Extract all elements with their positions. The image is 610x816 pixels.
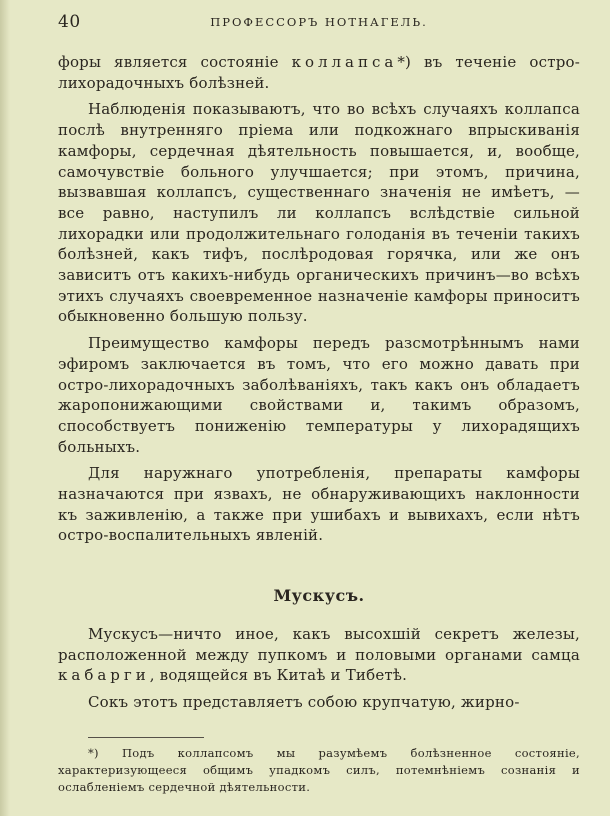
paragraph-2: Наблюденiя показываютъ, что во всѣхъ случаяхъ коллапса послѣ внутренняго прiема или подкожнаго впрыскиванiя камфоры, сердечная дѣятельность повышается, и, вообще, самочувствiе больного улучшается; при этомъ, причина, вызвавшая коллапсъ, существеннаго значенiя не имѣетъ, — все равно, наступилъ ли коллапсъ вслѣдствiе сильной лихорадки или продолжительнаго голоданiя въ теченiи такихъ болѣзней, какъ тифъ, послѣродовая горячка, или же онъ зависитъ отъ какихъ-нибудь органическихъ причинъ—во всѣхъ этихъ случаяхъ своевременное назначенiе камфоры приноситъ обыкновенно большую пользу. <box>58 100 580 326</box>
paragraph-1-after: *) въ теченiе остро-лихорадочныхъ болѣзней. <box>58 53 580 92</box>
section-paragraph-1 <box>58 624 580 686</box>
paragraph-1 <box>58 52 580 93</box>
main-text <box>58 52 580 713</box>
section-paragraph-1-spaced-term: кабарги <box>58 666 150 685</box>
paragraph-1-spaced-term: коллапса <box>291 53 398 71</box>
section-paragraph-2: Сокъ этотъ представляетъ собою крупчатую, жирно- <box>88 692 520 711</box>
paragraph-1-before: форы является состоянiе <box>58 53 292 71</box>
paragraph-3: Преимущество камфоры передъ разсмотрѣннымъ нами эфиромъ заключается въ томъ, что его можно давать при остро-лихорадочныхъ заболѣванiяхъ, такъ какъ онъ обладаетъ жаропонижающими свойствами и, такимъ образомъ, способствуетъ пониженiю температуры у лихорадящихъ больныхъ. <box>58 334 580 456</box>
page-header <box>58 12 580 38</box>
section-paragraph-1-before: Мускусъ—ничто иное, какъ высохшiй секретъ железы, расположенной между пупкомъ и половыми органами самца <box>58 624 580 664</box>
footnote: *) Подъ коллапсомъ мы разумѣемъ болѣзненное состоянiе, характеризующееся общимъ упадкомъ силъ, потемнѣнiемъ сознанiя и ослабленiемъ сердечной дѣятельности. <box>58 745 580 794</box>
footnote-divider <box>88 737 204 738</box>
section-title: Мускусъ. <box>273 586 365 606</box>
paragraph-4: Для наружнаго употребленiя, препараты камфоры назначаются при язвахъ, не обнаруживающихъ наклонности къ заживленiю, а также при ушибахъ и вывихахъ, если нѣтъ остро-воспалительныхъ явленiй. <box>58 464 580 545</box>
section-paragraph-1-after: , водящейся въ Китаѣ и Тибетѣ. <box>149 666 408 685</box>
page-number: 40 <box>58 12 81 32</box>
running-title: ПРОФЕССОРЪ НОТНАГЕЛЬ. <box>210 15 428 29</box>
